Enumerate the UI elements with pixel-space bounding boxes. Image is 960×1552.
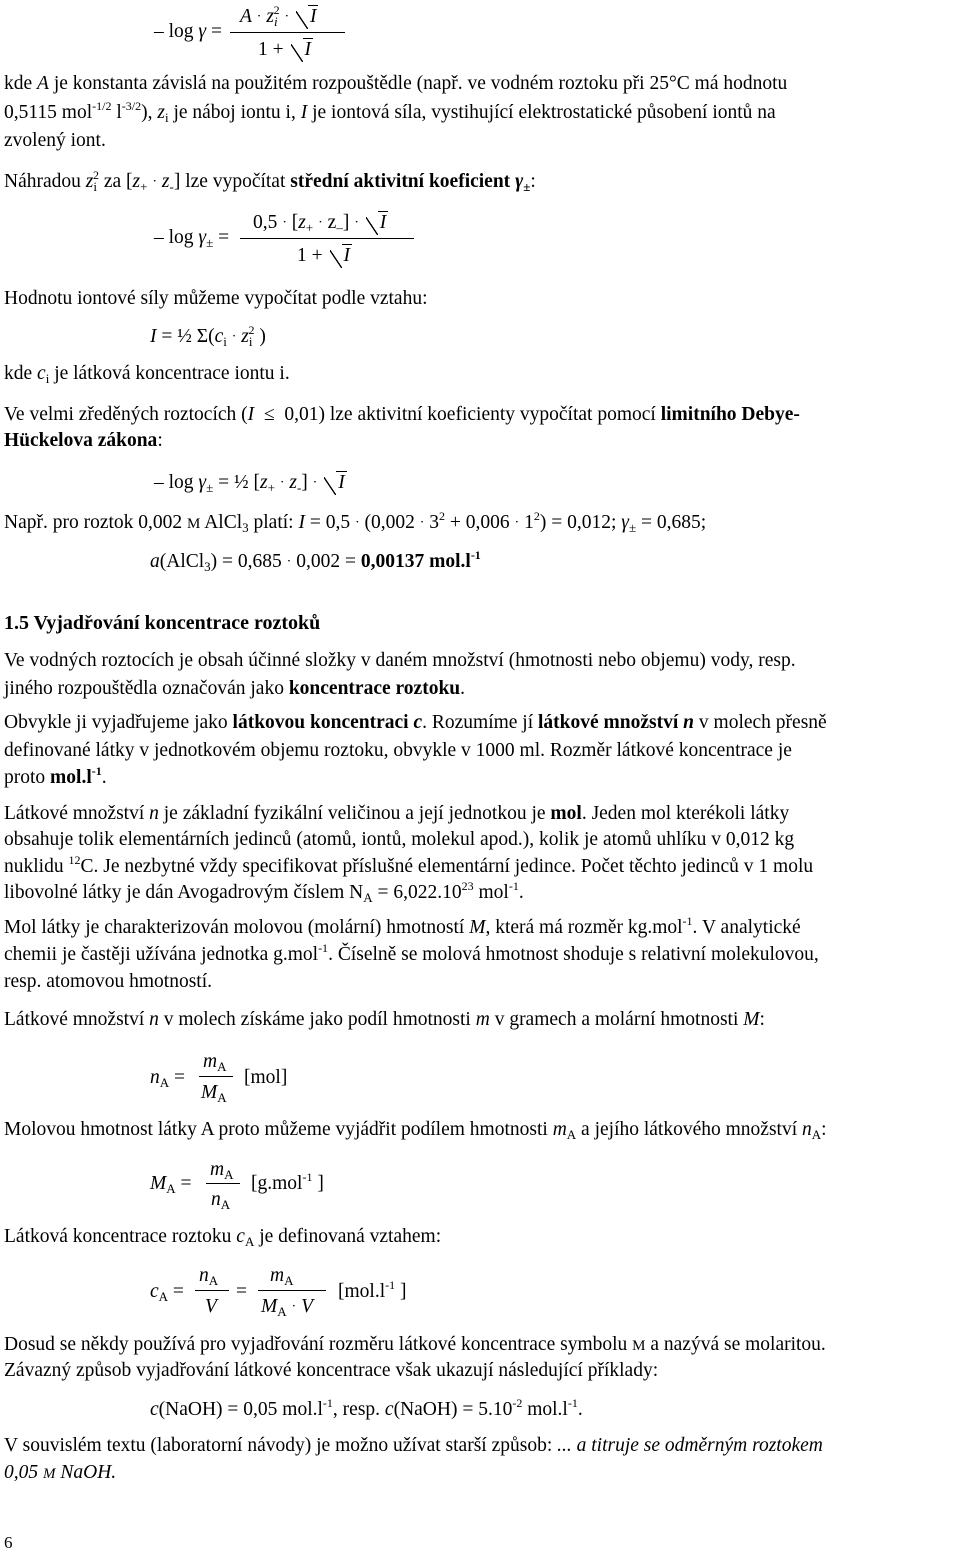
p1-line3: zvolený iont. [4,130,106,151]
eq1-lhs: – log γ = [154,21,222,42]
p13-line1: Dosud se někdy používá pro vyjadřování rozměru látkové koncentrace symbolu M a nazývá se molaritou. [4,1334,826,1355]
example-1-result: a(AlCl$_3$) = 0,685 · 0,002 = 0,00137 $mol.l^{-1}$ [150,548,481,574]
eq6-fraction-bar [206,1183,240,1184]
eq7-fraction-bar-2 [258,1290,326,1291]
eq7-numerator-2: $m_A$ [270,1265,294,1288]
eq1-numerator: $A \cdot z_i^2 \cdot I$ [240,3,317,29]
p2-line: Náhradou $z_i^2$ za $[z_+ \cdot z_-]$ lze vypočítat střední aktivitní koeficient $\gamma_\pm$: [4,168,536,194]
eq5-denominator: $M_A$ [201,1082,227,1105]
p8-line2: obsahuje tolik elementárních jedinců (atomů, iontů, molekul apod.), kolik je atomů uhlíku v 0,012 kg [4,829,795,850]
p14-line2: 0,05 M NaOH. [4,1462,117,1483]
p7-line2: definované látky v jednotkovém objemu roztoku, obvykle v 1000 ml. Rozměr látkové koncentrace je [4,740,792,761]
p6-line1: Ve vodných roztocích je obsah účinné složky v daném množství (hmotnosti nebo objemu) vody, resp. [4,650,796,671]
p8-line1: Látkové množství n je základní fyzikální veličinou a její jednotkou je mol. Jeden mol kterékoli látky [4,803,790,824]
eq7-fraction-bar-1 [195,1290,229,1291]
eq7-numerator-1: $n_A$ [199,1265,219,1288]
eq2-lhs: – $\log \gamma_\pm$ = [154,227,230,250]
eq5-fraction-bar [199,1076,233,1077]
p9-line1: Mol látky je charakterizován molovou (molární) hmotností M, která má rozměr kg.mol$^{-1}$. V analytické [4,914,801,938]
p7-line3: proto $mol.l^{-1}$. [4,764,107,788]
example-1-line: Např. pro roztok 0,002 M AlCl$_3$ platí: $I = 0,5 \cdot (0,002 \cdot 3^2 + 0,006 \cdot 1^2) = 0,012$; $\gamma_\pm = 0,685$; [4,509,707,535]
page-number: 6 [4,1533,13,1552]
eq6-numerator: $m_A$ [210,1159,234,1182]
p9-line2: chemii je častěji užívána jednotka g.mol$^{-1}$. Číselně se molová hmotnost shoduje s relativní molekulovou, [4,941,819,965]
eq7-unit: [$mol.l^{-1}$ ] [338,1278,407,1302]
eq5-numerator: $m_A$ [203,1051,227,1074]
equation-3: I = ½ $\Sigma(c_i \cdot z_i^2$ ) [150,323,266,349]
eq7-lhs: $c_A$ = [150,1281,184,1304]
p3-line: Hodnotu iontové síly můžeme vypočítat podle vztahu: [4,288,428,309]
eq7-denominator-1: V [205,1296,217,1317]
p8-line3: nuklidu $^{12}$C. Je nezbytné vždy specifikovat příslušné elementární jedince. Počet těchto jedinců v 1 molu [4,853,814,877]
equation-4: – $\log \gamma_\pm$ = ½ $[z_+ \cdot z_-] \cdot I$ [154,472,345,495]
p4-line: kde $c_i$ je látková koncentrace iontu i. [4,363,290,386]
section-heading: 1.5 Vyjadřování koncentrace roztoků [4,612,321,634]
eq2-fraction-bar [240,238,414,239]
example-naoh: c(NaOH) = 0,05 $mol.l^{-1}$, resp. c(NaOH) = $5.10^{-2}$ $mol.l^{-1}$. [150,1396,583,1420]
eq7-equals-2: = [236,1281,247,1302]
eq1-fraction-bar [230,32,345,33]
p10-line: Látkové množství n v molech získáme jako podíl hmotnosti m v gramech a molární hmotnosti M: [4,1009,765,1030]
p5-line1: Ve velmi zředěných roztocích (I ≤ 0,01) lze aktivitní koeficienty vypočítat pomocí limitního Debye- [4,404,800,425]
eq2-numerator: $0,5 \cdot [z_+ \cdot z_-] \cdot I$ [253,212,387,235]
eq6-lhs: $M_A$ = [150,1173,192,1196]
eq5-unit: [mol] [244,1067,288,1088]
p9-line3: resp. atomovou hmotností. [4,971,212,992]
p8-line4: libovolné látky je dán Avogadrovým číslem $N_A = 6,022.10^{23}$ mol$^{-1}$. [4,879,524,905]
eq7-denominator-2: $M_A \cdot V$ [261,1296,313,1319]
p7-line1: Obvykle ji vyjadřujeme jako látkovou koncentraci c. Rozumíme jí látkové množství n v molech přesně [4,712,827,733]
p14-line1: V souvislém textu (laboratorní návody) je možno užívat starší způsob: ... a titruje se odměrným roztokem [4,1435,823,1456]
eq5-lhs: $n_A$ = [150,1067,186,1090]
eq1-denominator: 1 + I [258,39,311,60]
p5-line2: Hückelova zákona: [4,430,163,451]
p12-line: Látková koncentrace roztoku $c_A$ je definovaná vztahem: [4,1226,442,1249]
p6-line2: jiného rozpouštědla označován jako koncentrace roztoku. [4,678,466,699]
p11-line: Molovou hmotnost látky A proto můžeme vyjádřit podílem hmotnosti $m_A$ a jejího látkového množství $n_A$: [4,1119,827,1142]
p1-line2: 0,5115 mol$^{-1/2}$ $l^{-3/2}$), $z_i$ je náboj iontu i, I je iontová síla, vystihující elektrostatické působení iontů na [4,99,776,125]
eq6-unit: [g.mol$^{-1}$ ] [251,1170,324,1194]
eq2-denominator: 1 + I [297,245,350,266]
p13-line2: Závazný způsob vyjadřování látkové koncentrace však ukazují následující příklady: [4,1360,659,1381]
p1-line1: kde A je konstanta závislá na použitém rozpouštědle (např. ve vodném roztoku při 25°C má hodnotu [4,73,788,94]
eq6-denominator: $n_A$ [211,1189,231,1212]
